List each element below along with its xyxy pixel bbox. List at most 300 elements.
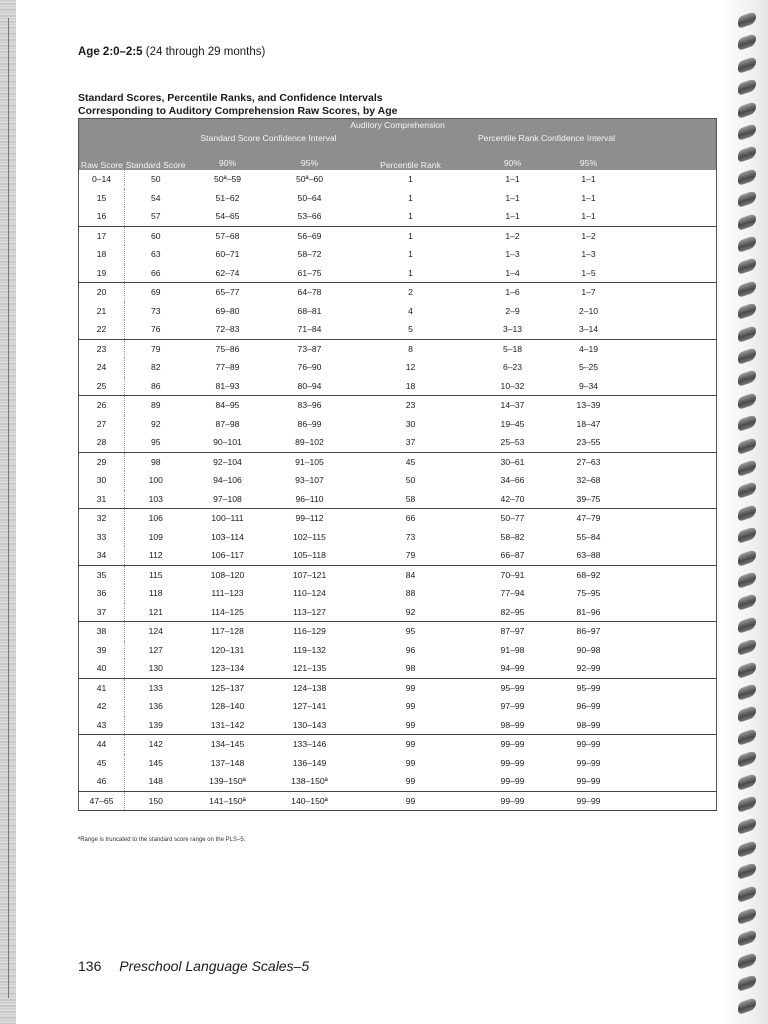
- raw-score-cell: 17: [79, 226, 125, 245]
- standard-score-cell: 76: [125, 320, 187, 339]
- binding-coil-icon: [738, 145, 756, 163]
- standard-score-cell: 73: [150, 305, 161, 316]
- standard-score-cell: 57: [125, 207, 187, 226]
- percentile-rank-cell: 1: [408, 174, 413, 185]
- pr-ci-95-cell: 98–99: [555, 716, 623, 735]
- pr-ci-95-cell: 99–99: [576, 739, 601, 750]
- raw-score-cell: 16: [79, 207, 125, 226]
- raw-score-cell: 21: [79, 302, 125, 321]
- ss-ci-90-cell: 137–148: [210, 757, 245, 768]
- ss-ci-95-cell: 91–105: [295, 456, 324, 467]
- binding-coil-icon: [738, 190, 756, 208]
- standard-score-cell: 124: [148, 626, 163, 637]
- pr-ci-95-cell: 4–19: [578, 343, 599, 354]
- ss-ci-95-cell: 116–129: [293, 626, 326, 637]
- percentile-rank-cell: 73: [405, 531, 416, 542]
- binding-coil-icon: [738, 840, 756, 858]
- ss-ci-90-cell: 128–140: [210, 701, 245, 712]
- raw-score-cell: 38: [79, 622, 125, 641]
- ss-ci-90-cell: 106–117: [187, 546, 269, 565]
- ss-ci-95-cell: 89–102: [269, 433, 351, 452]
- standard-score-cell: 63: [150, 249, 161, 260]
- age-range-detail: (24 through 29 months): [145, 46, 266, 58]
- raw-score-cell: 26: [79, 396, 125, 415]
- pr-ci-95-cell: 32–68: [576, 475, 601, 486]
- percentile-rank-cell: 45: [405, 456, 416, 467]
- percentile-rank-cell: 99: [405, 682, 416, 693]
- ss-ci-95-cell: 80–94: [269, 377, 351, 396]
- table-title-line-1: Standard Scores, Percentile Ranks, and Confidence Intervals: [78, 92, 383, 104]
- percentile-rank-cell: 99: [405, 757, 416, 768]
- row-spacer: [623, 678, 717, 697]
- ss-ci-90-cell: 62–74: [187, 264, 269, 283]
- raw-score-cell: 29: [79, 452, 125, 471]
- age-range-label: Age 2:0–2:5: [78, 46, 143, 58]
- standard-score-cell: 145: [148, 757, 163, 768]
- ss-ci-90-cell: 131–142: [187, 716, 269, 735]
- header-auditory-comprehension: Auditory Comprehension: [79, 119, 717, 132]
- table-row: [79, 641, 717, 660]
- pr-ci-95-cell: 13–39: [576, 400, 601, 411]
- percentile-rank-cell: 1: [408, 249, 413, 260]
- ss-ci-95-cell: 138–150ª: [269, 772, 351, 791]
- table-row: [79, 735, 717, 754]
- binding-coil-icon: [738, 78, 756, 96]
- binding-coil-icon: [738, 728, 756, 746]
- ss-ci-95-cell: 50ª–60: [295, 174, 324, 185]
- standard-score-cell: 86: [125, 377, 187, 396]
- table-row: [79, 490, 717, 509]
- raw-score-cell: 27: [79, 415, 125, 434]
- binding-coil-icon: [738, 952, 756, 970]
- binding-coil-icon: [738, 257, 756, 275]
- ss-ci-90-cell: 94–106: [213, 475, 242, 486]
- table-row: [79, 339, 717, 358]
- pr-ci-95-cell: 99–99: [555, 791, 623, 811]
- pr-ci-95-cell: 27–63: [576, 456, 601, 467]
- binding-coil-icon: [738, 661, 756, 679]
- table-row: [79, 603, 717, 622]
- percentile-rank-cell: 1: [351, 264, 471, 283]
- binding-coil-icon: [738, 11, 756, 29]
- binding-coil-icon: [738, 773, 756, 791]
- binding-coil-icon: [738, 907, 756, 925]
- pr-ci-95-cell: 86–97: [576, 626, 601, 637]
- binding-coil-icon: [738, 549, 756, 567]
- ss-ci-90-cell: 90–101: [187, 433, 269, 452]
- standard-score-cell: 106: [148, 513, 163, 524]
- pr-ci-90-cell: 99–99: [500, 757, 525, 768]
- percentile-rank-cell: 12: [405, 362, 416, 373]
- pr-ci-95-cell: 3–14: [555, 320, 623, 339]
- pr-ci-90-cell: 95–99: [500, 682, 525, 693]
- ss-ci-95-cell: 64–78: [297, 287, 322, 298]
- ss-ci-95-cell: 56–69: [297, 230, 322, 241]
- header-pr-90: 90%: [471, 156, 555, 170]
- ss-ci-90-cell: 60–71: [215, 249, 240, 260]
- pr-ci-95-cell: 81–96: [555, 603, 623, 622]
- pr-ci-95-cell: 90–98: [576, 644, 601, 655]
- ss-ci-95-cell: 140–150ª: [269, 791, 351, 811]
- binding-coil-icon: [738, 638, 756, 656]
- raw-score-cell: 34: [79, 546, 125, 565]
- ss-ci-90-cell: 54–65: [187, 207, 269, 226]
- pr-ci-90-cell: 2–9: [505, 305, 520, 316]
- row-spacer: [623, 264, 717, 283]
- pr-ci-95-cell: 99–99: [576, 757, 601, 768]
- pr-ci-90-cell: 66–87: [471, 546, 555, 565]
- ss-ci-95-cell: 110–124: [293, 588, 326, 599]
- ss-ci-90-cell: 65–77: [215, 287, 240, 298]
- table-row: [79, 377, 717, 396]
- pr-ci-95-cell: 9–34: [555, 377, 623, 396]
- binding-coil-icon: [738, 168, 756, 186]
- table-title-line-2: Corresponding to Auditory Comprehension Raw Scores, by Age: [78, 105, 398, 117]
- header-ss-90: 90%: [187, 156, 269, 170]
- percentile-rank-cell: 58: [351, 490, 471, 509]
- pr-ci-95-cell: 1–1: [555, 207, 623, 226]
- raw-score-cell: 39: [79, 641, 125, 660]
- ss-ci-90-cell: 141–150ª: [187, 791, 269, 811]
- binding-coil-icon: [738, 616, 756, 634]
- table-row: [79, 452, 717, 471]
- standard-score-cell: 66: [125, 264, 187, 283]
- table-row: [79, 358, 717, 377]
- percentile-rank-cell: 1: [351, 207, 471, 226]
- ss-ci-95-cell: 121–135: [269, 659, 351, 678]
- binding-coil-icon: [738, 302, 756, 320]
- pr-ci-90-cell: 1–6: [505, 287, 520, 298]
- binding-coil-icon: [738, 862, 756, 880]
- row-spacer: [623, 509, 717, 528]
- raw-score-cell: 45: [79, 754, 125, 773]
- row-spacer: [623, 735, 717, 754]
- standard-score-cell: 112: [125, 546, 187, 565]
- header-standard-score: Standard Score: [125, 160, 186, 170]
- ss-ci-95-cell: 102–115: [293, 531, 326, 542]
- header-ss-95: 95%: [269, 156, 351, 170]
- table-row: [79, 528, 717, 547]
- raw-score-cell: 42: [79, 697, 125, 716]
- ss-ci-90-cell: 125–137: [210, 682, 245, 693]
- percentile-rank-cell: 98: [351, 659, 471, 678]
- ss-ci-90-cell: 103–114: [211, 531, 244, 542]
- ss-ci-90-cell: 57–68: [215, 230, 240, 241]
- pr-ci-95-cell: 1–1: [581, 174, 596, 185]
- pr-ci-90-cell: 50–77: [500, 513, 525, 524]
- header-raw-score: Raw Score: [80, 160, 123, 170]
- binding-coil-icon: [738, 56, 756, 74]
- ss-ci-90-cell: 92–104: [213, 456, 242, 467]
- percentile-rank-cell: 92: [351, 603, 471, 622]
- ss-ci-90-cell: 134–145: [210, 739, 245, 750]
- row-spacer: [623, 716, 717, 735]
- binding-coil-icon: [738, 325, 756, 343]
- ss-ci-95-cell: 86–99: [297, 418, 322, 429]
- pr-ci-90-cell: 1–1: [505, 174, 520, 185]
- pr-ci-90-cell: 10–32: [471, 377, 555, 396]
- ss-ci-90-cell: 77–89: [215, 362, 240, 373]
- binding-coil-icon: [738, 437, 756, 455]
- raw-score-cell: 31: [79, 490, 125, 509]
- header-standard-score-ci: Standard Score Confidence Interval: [187, 131, 351, 144]
- raw-score-cell: 40: [79, 659, 125, 678]
- percentile-rank-cell: 30: [405, 418, 416, 429]
- binding-coil-icon: [738, 101, 756, 119]
- pr-ci-95-cell: 1–7: [581, 287, 596, 298]
- table-row: [79, 264, 717, 283]
- row-spacer: [623, 622, 717, 641]
- pr-ci-95-cell: 39–75: [555, 490, 623, 509]
- table-row: [79, 772, 717, 791]
- percentile-rank-cell: 8: [408, 343, 413, 354]
- table-row: [79, 226, 717, 245]
- table-row: [79, 415, 717, 434]
- pr-ci-90-cell: 91–98: [500, 644, 525, 655]
- table-row: [79, 189, 717, 208]
- binding-coil-icon: [738, 593, 756, 611]
- ss-ci-95-cell: 107–121: [292, 569, 327, 580]
- raw-score-cell: 30: [79, 471, 125, 490]
- pr-ci-90-cell: 94–99: [471, 659, 555, 678]
- pr-ci-90-cell: 34–66: [500, 475, 525, 486]
- raw-score-cell: 32: [79, 509, 125, 528]
- percentile-rank-cell: 88: [405, 588, 416, 599]
- standard-score-cell: 100: [148, 475, 163, 486]
- percentile-rank-cell: 95: [405, 626, 416, 637]
- row-spacer: [623, 659, 717, 678]
- ss-ci-95-cell: 61–75: [269, 264, 351, 283]
- standard-score-cell: 95: [125, 433, 187, 452]
- binding-coil-icon: [738, 347, 756, 365]
- ss-ci-95-cell: 53–66: [269, 207, 351, 226]
- pr-ci-90-cell: 98–99: [471, 716, 555, 735]
- percentile-rank-cell: 18: [351, 377, 471, 396]
- raw-score-cell: 33: [79, 528, 125, 547]
- percentile-rank-cell: 5: [351, 320, 471, 339]
- raw-score-cell: 36: [79, 584, 125, 603]
- ss-ci-95-cell: 58–72: [297, 249, 322, 260]
- pr-ci-90-cell: 97–99: [500, 701, 525, 712]
- pr-ci-90-cell: 30–61: [500, 456, 525, 467]
- standard-score-cell: 115: [148, 569, 163, 580]
- pr-ci-90-cell: 87–97: [500, 626, 525, 637]
- pr-ci-90-cell: 1–1: [505, 192, 520, 203]
- pr-ci-95-cell: 96–99: [576, 701, 601, 712]
- raw-score-cell: 28: [79, 433, 125, 452]
- row-spacer: [623, 415, 717, 434]
- ss-ci-90-cell: 114–125: [187, 603, 269, 622]
- pr-ci-90-cell: 1–4: [471, 264, 555, 283]
- row-spacer: [623, 283, 717, 302]
- ss-ci-95-cell: 119–132: [293, 644, 326, 655]
- pr-ci-95-cell: 92–99: [555, 659, 623, 678]
- raw-score-cell: 19: [79, 264, 125, 283]
- pr-ci-95-cell: 1–1: [581, 192, 596, 203]
- ss-ci-95-cell: 105–118: [269, 546, 351, 565]
- standard-score-cell: 69: [150, 287, 161, 298]
- row-spacer: [623, 433, 717, 452]
- row-spacer: [623, 754, 717, 773]
- table-row: [79, 584, 717, 603]
- binding-coil-icon: [738, 33, 756, 51]
- pr-ci-95-cell: 2–10: [578, 305, 599, 316]
- ss-ci-95-cell: 93–107: [295, 475, 324, 486]
- binding-coil-icon: [738, 526, 756, 544]
- ss-ci-90-cell: 72–83: [187, 320, 269, 339]
- binding-coil-icon: [738, 481, 756, 499]
- table-body: [79, 170, 717, 811]
- ss-ci-90-cell: 117–128: [211, 626, 244, 637]
- raw-score-cell: 47–65: [79, 791, 125, 811]
- standard-score-cell: 89: [150, 400, 161, 411]
- binding-coil-icon: [738, 213, 756, 231]
- standard-score-cell: 50: [150, 174, 161, 185]
- percentile-rank-cell: 84: [405, 569, 416, 580]
- ss-ci-90-cell: 123–134: [187, 659, 269, 678]
- ss-ci-90-cell: 139–150ª: [187, 772, 269, 791]
- binding-coil-icon: [738, 280, 756, 298]
- table-row: [79, 678, 717, 697]
- percentile-rank-cell: 99: [405, 739, 416, 750]
- table-row: [79, 320, 717, 339]
- standard-score-cell: 54: [150, 192, 161, 203]
- row-spacer: [623, 207, 717, 226]
- standard-score-cell: 150: [125, 791, 187, 811]
- percentile-rank-cell: 37: [351, 433, 471, 452]
- spiral-binding: [720, 0, 768, 1024]
- row-spacer: [623, 772, 717, 791]
- row-spacer: [623, 490, 717, 509]
- raw-score-cell: 44: [79, 735, 125, 754]
- table-row: [79, 697, 717, 716]
- table-row: [79, 283, 717, 302]
- table-row: [79, 471, 717, 490]
- ss-ci-95-cell: 99–112: [295, 513, 324, 524]
- pr-ci-90-cell: 70–91: [500, 569, 525, 580]
- percentile-rank-cell: 23: [405, 400, 416, 411]
- percentile-rank-cell: 1: [408, 192, 413, 203]
- binding-coil-icon: [738, 683, 756, 701]
- row-spacer: [623, 546, 717, 565]
- pr-ci-90-cell: 19–45: [500, 418, 525, 429]
- table-row: [79, 622, 717, 641]
- binding-coil-icon: [738, 369, 756, 387]
- pr-ci-90-cell: 99–99: [471, 772, 555, 791]
- ss-ci-90-cell: 51–62: [215, 192, 240, 203]
- binding-coil-icon: [738, 885, 756, 903]
- header-percentile-rank: Percentile Rank: [351, 144, 471, 170]
- footnote: ªRange is truncated to the standard score range on the PLS–5.: [78, 837, 246, 843]
- raw-score-cell: 43: [79, 716, 125, 735]
- table-row: [79, 207, 717, 226]
- raw-score-cell: 35: [79, 565, 125, 584]
- pr-ci-90-cell: 14–37: [500, 400, 525, 411]
- table-row: [79, 302, 717, 321]
- ss-ci-95-cell: 50–64: [297, 192, 322, 203]
- pr-ci-90-cell: 58–82: [500, 531, 525, 542]
- standard-score-cell: 103: [125, 490, 187, 509]
- header-pr-95: 95%: [555, 156, 623, 170]
- score-conversion-table: [78, 118, 717, 811]
- pr-ci-90-cell: 99–99: [500, 739, 525, 750]
- raw-score-cell: 23: [79, 339, 125, 358]
- raw-score-cell: 25: [79, 377, 125, 396]
- standard-score-cell: 142: [148, 739, 163, 750]
- ss-ci-95-cell: 130–143: [269, 716, 351, 735]
- raw-score-cell: 37: [79, 603, 125, 622]
- pr-ci-90-cell: 1–1: [471, 207, 555, 226]
- ss-ci-95-cell: 124–138: [292, 682, 327, 693]
- pr-ci-95-cell: 55–84: [576, 531, 601, 542]
- standard-score-cell: 60: [150, 230, 161, 241]
- pr-ci-95-cell: 95–99: [576, 682, 601, 693]
- table-title: [78, 92, 538, 118]
- pr-ci-95-cell: 18–47: [576, 418, 601, 429]
- binding-coil-icon: [738, 997, 756, 1015]
- standard-score-cell: 92: [150, 418, 161, 429]
- binding-coil-icon: [738, 705, 756, 723]
- row-spacer: [623, 358, 717, 377]
- ss-ci-95-cell: 73–87: [297, 343, 322, 354]
- standard-score-cell: 130: [125, 659, 187, 678]
- standard-score-cell: 121: [125, 603, 187, 622]
- ss-ci-95-cell: 136–149: [292, 757, 327, 768]
- page-number: 136: [78, 958, 102, 974]
- row-spacer: [623, 226, 717, 245]
- standard-score-cell: 109: [148, 531, 163, 542]
- standard-score-cell: 148: [125, 772, 187, 791]
- raw-score-cell: 20: [79, 283, 125, 302]
- pr-ci-95-cell: 47–79: [576, 513, 601, 524]
- pr-ci-90-cell: 25–53: [471, 433, 555, 452]
- row-spacer: [623, 452, 717, 471]
- ss-ci-95-cell: 133–146: [292, 739, 327, 750]
- table-row: [79, 546, 717, 565]
- percentile-rank-cell: 2: [408, 287, 413, 298]
- page-left-rule: [8, 18, 9, 998]
- pr-ci-90-cell: 3–13: [471, 320, 555, 339]
- table-row: [79, 396, 717, 415]
- table-row: [79, 565, 717, 584]
- ss-ci-90-cell: 50ª–59: [213, 174, 242, 185]
- pr-ci-95-cell: 99–99: [555, 772, 623, 791]
- pr-ci-90-cell: 1–2: [505, 230, 520, 241]
- ss-ci-95-cell: 68–81: [297, 305, 322, 316]
- pr-ci-90-cell: 6–23: [502, 362, 523, 373]
- row-spacer: [623, 377, 717, 396]
- pr-ci-90-cell: 77–94: [500, 588, 525, 599]
- percentile-rank-cell: 96: [405, 644, 416, 655]
- standard-score-cell: 82: [150, 362, 161, 373]
- pr-ci-95-cell: 23–55: [555, 433, 623, 452]
- pr-ci-90-cell: 5–18: [502, 343, 523, 354]
- percentile-rank-cell: 1: [408, 230, 413, 241]
- percentile-rank-cell: 50: [405, 475, 416, 486]
- table-row: [79, 659, 717, 678]
- row-spacer: [623, 170, 717, 189]
- raw-score-cell: 46: [79, 772, 125, 791]
- row-spacer: [623, 339, 717, 358]
- percentile-rank-cell: 99: [351, 716, 471, 735]
- percentile-rank-cell: 99: [405, 701, 416, 712]
- standard-score-cell: 139: [125, 716, 187, 735]
- pr-ci-95-cell: 1–5: [555, 264, 623, 283]
- ss-ci-90-cell: 111–123: [211, 588, 244, 599]
- row-spacer: [623, 584, 717, 603]
- standard-score-cell: 133: [148, 682, 163, 693]
- row-spacer: [623, 302, 717, 321]
